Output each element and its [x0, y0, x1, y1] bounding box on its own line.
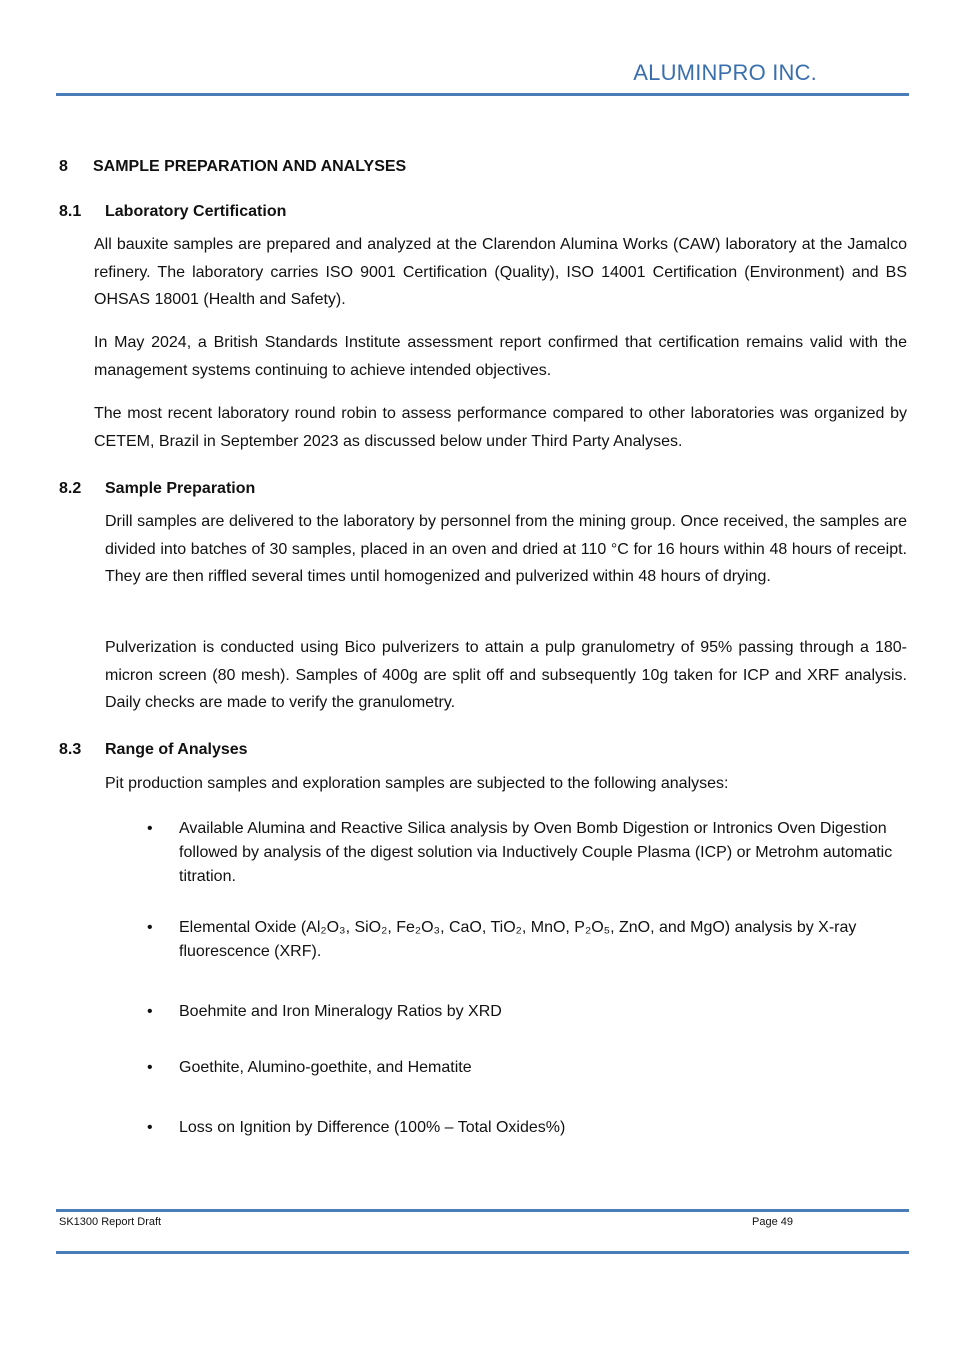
list-item-text: Goethite, Alumino-goethite, and Hematite [179, 1059, 472, 1076]
subsection-number: 8.3 [59, 741, 82, 758]
footer-rule-bottom [56, 1251, 909, 1254]
section-title: SAMPLE PREPARATION AND ANALYSES [93, 158, 407, 175]
paragraph: The most recent laboratory round robin to assess performance compared to other laboratories was organized by CETEM, Brazil in September 2023 as discussed below under Third Party Analyses. [94, 405, 907, 450]
subsection-number: 8.1 [59, 203, 82, 220]
bullet-glyph: • [147, 1059, 153, 1076]
header-rule [56, 93, 909, 96]
list-item-text: Available Alumina and Reactive Silica analysis by Oven Bomb Digestion or Intronics Oven Digestion followed by analysis of the digest solution via Inductively Couple Plasma (ICP) or Metrohm automatic titration. [179, 820, 893, 885]
subsection-8-3-heading [59, 741, 248, 759]
list-item [145, 1000, 905, 1024]
list-item-text: Boehmite and Iron Mineralogy Ratios by XRD [179, 1003, 502, 1020]
subsection-title: Laboratory Certification [105, 203, 287, 220]
footer-document-name: SK1300 Report Draft [59, 1216, 162, 1228]
bullet-glyph: • [147, 1003, 153, 1020]
company-header: ALUMINPRO INC. [633, 60, 817, 85]
list-item-text: Elemental Oxide (Al₂O₃, SiO₂, Fe₂O₃, CaO, TiO₂, MnO, P₂O₅, ZnO, and MgO) analysis by X-ray fluorescence (XRF). [179, 919, 857, 960]
bullet-glyph: • [147, 1119, 153, 1136]
footer-rule-top [56, 1209, 909, 1212]
paragraph: Pulverization is conducted using Bico pulverizers to attain a pulp granulometry of 95% passing through a 180-micron screen (80 mesh). Samples of 400g are split off and subsequently 10g taken for ICP and XRF analysis. Daily checks are made to verify the granulometry. [105, 639, 907, 711]
subsection-8-1-heading [59, 203, 286, 221]
footer-page-number: Page 49 [752, 1216, 793, 1228]
section-number: 8 [59, 158, 68, 175]
subsection-title: Sample Preparation [105, 480, 256, 497]
list-item [145, 916, 905, 964]
subsection-number: 8.2 [59, 480, 82, 497]
bullet-glyph: • [147, 820, 153, 837]
paragraph: In May 2024, a British Standards Institute assessment report confirmed that certification remains valid with the management systems continuing to achieve intended objectives. [94, 334, 907, 379]
bullet-glyph: • [147, 919, 153, 936]
list-item-text: Loss on Ignition by Difference (100% – Total Oxides%) [179, 1119, 566, 1136]
section-heading [59, 158, 406, 176]
list-item [145, 1116, 905, 1140]
list-item [145, 1056, 905, 1080]
subsection-title: Range of Analyses [105, 741, 248, 758]
subsection-8-2-heading [59, 480, 255, 498]
paragraph: Drill samples are delivered to the laboratory by personnel from the mining group. Once received, the samples are divided into batches of 30 samples, placed in an oven and dried at 110 °C for 16 hours within 48 hours of receipt. They are then riffled several times until homogenized and pulverized within 48 hours of drying. [105, 513, 907, 585]
paragraph: All bauxite samples are prepared and analyzed at the Clarendon Alumina Works (CAW) laboratory at the Jamalco refinery. The laboratory carries ISO 9001 Certification (Quality), ISO 14001 Certification (Environment) and BS OHSAS 18001 (Health and Safety). [94, 236, 907, 308]
paragraph: Pit production samples and exploration samples are subjected to the following analyses: [105, 775, 729, 792]
list-item [145, 817, 905, 889]
